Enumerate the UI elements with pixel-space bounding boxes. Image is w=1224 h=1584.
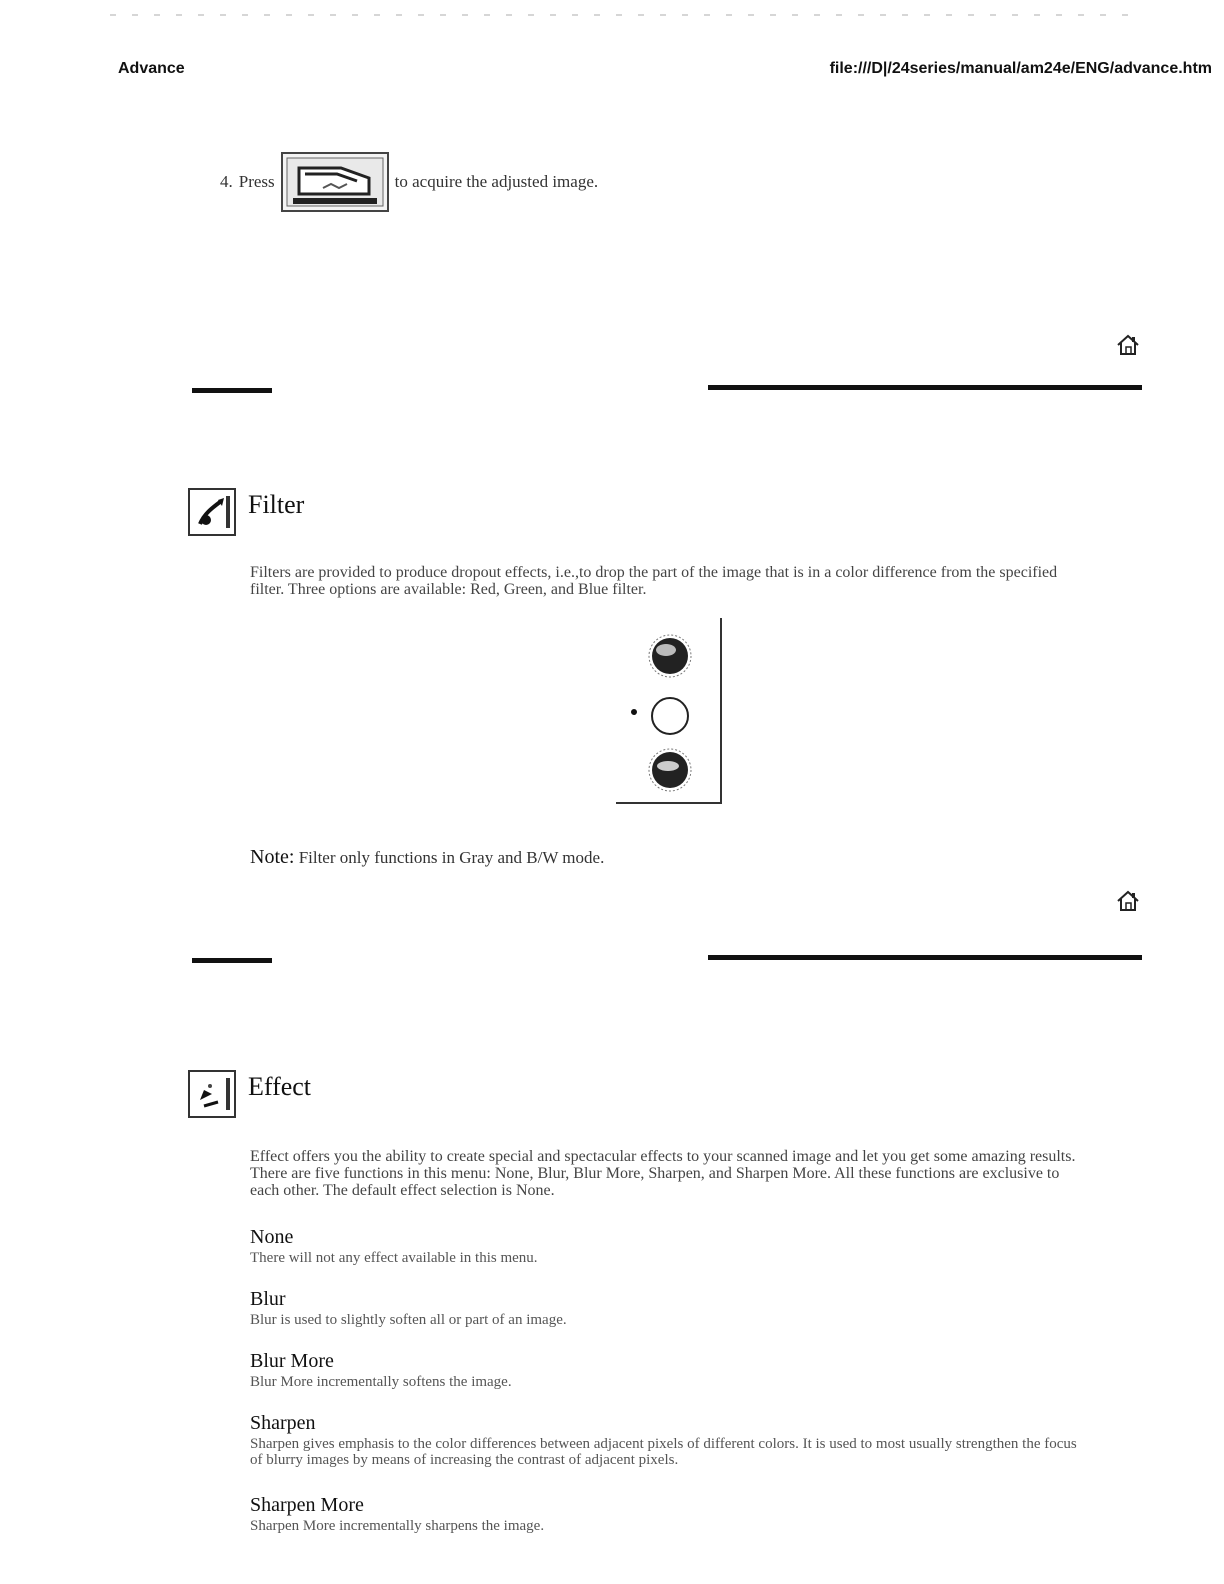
- effect-item-none-desc: There will not any effect available in this menu.: [250, 1250, 538, 1266]
- effect-icon: [188, 1070, 236, 1118]
- filter-option-red[interactable]: [649, 635, 691, 677]
- effect-item-blur-more-title: Blur More: [250, 1350, 334, 1372]
- effect-item-blur-desc: Blur is used to slightly soften all or part of an image.: [250, 1312, 567, 1328]
- step-number: 4.: [220, 172, 233, 191]
- effect-section-title: Effect: [248, 1072, 312, 1101]
- filter-option-green[interactable]: [631, 698, 688, 734]
- effect-item-none-title: None: [250, 1226, 294, 1248]
- filter-option-blue[interactable]: [649, 749, 691, 791]
- divider-right: [708, 955, 1142, 960]
- filter-section-title: Filter: [248, 490, 305, 519]
- home-icon[interactable]: [1116, 334, 1140, 356]
- page-header-url: file:///D|/24series/manual/am24e/ENG/advance.htm: [829, 60, 1212, 77]
- filter-description: Filters are provided to produce dropout effects, i.e.,to drop the part of the image that is in a color difference from the specified filter. Three options are available: Red, Green, and Blue filter.: [250, 564, 1058, 598]
- filter-icon: [188, 488, 236, 536]
- effect-item-sharpen-more-desc: Sharpen More incrementally sharpens the image.: [250, 1518, 545, 1534]
- divider-left: [192, 388, 272, 393]
- divider-left: [192, 958, 272, 963]
- filter-note: [250, 846, 604, 869]
- effect-description: Effect offers you the ability to create special and spectacular effects to your scanned image and let you get some amazing results. There are five functions in this menu: None, Blur, Blur More, Sharpen, and Sharpen More. All these functions are exclusive to each other. The default effect selection is None.: [250, 1148, 1076, 1199]
- effect-item-sharpen-more-title: Sharpen More: [250, 1494, 364, 1516]
- divider-right: [708, 385, 1142, 390]
- scan-button-icon[interactable]: [281, 152, 389, 212]
- step-item: [220, 150, 598, 214]
- effect-item-sharpen-desc: Sharpen gives emphasis to the color differences between adjacent pixels of different colors. It is used to most usually strengthen the focus of blurry images by means of increasing the contrast of adjacent pixels.: [250, 1436, 1077, 1468]
- scan-artifact-line: [110, 14, 1140, 16]
- home-icon[interactable]: [1116, 890, 1140, 912]
- note-text: Filter only functions in Gray and B/W mode.: [298, 848, 605, 867]
- effect-item-blur-title: Blur: [250, 1288, 286, 1310]
- filter-selector-panel: [616, 618, 722, 804]
- page-header-title: Advance: [118, 60, 185, 77]
- effect-item-sharpen-title: Sharpen: [250, 1412, 316, 1434]
- step-text-after: to acquire the adjusted image.: [394, 172, 599, 191]
- effect-item-blur-more-desc: Blur More incrementally softens the image.: [250, 1374, 512, 1390]
- note-label: Note:: [250, 846, 295, 868]
- step-text-before: Press: [238, 172, 275, 191]
